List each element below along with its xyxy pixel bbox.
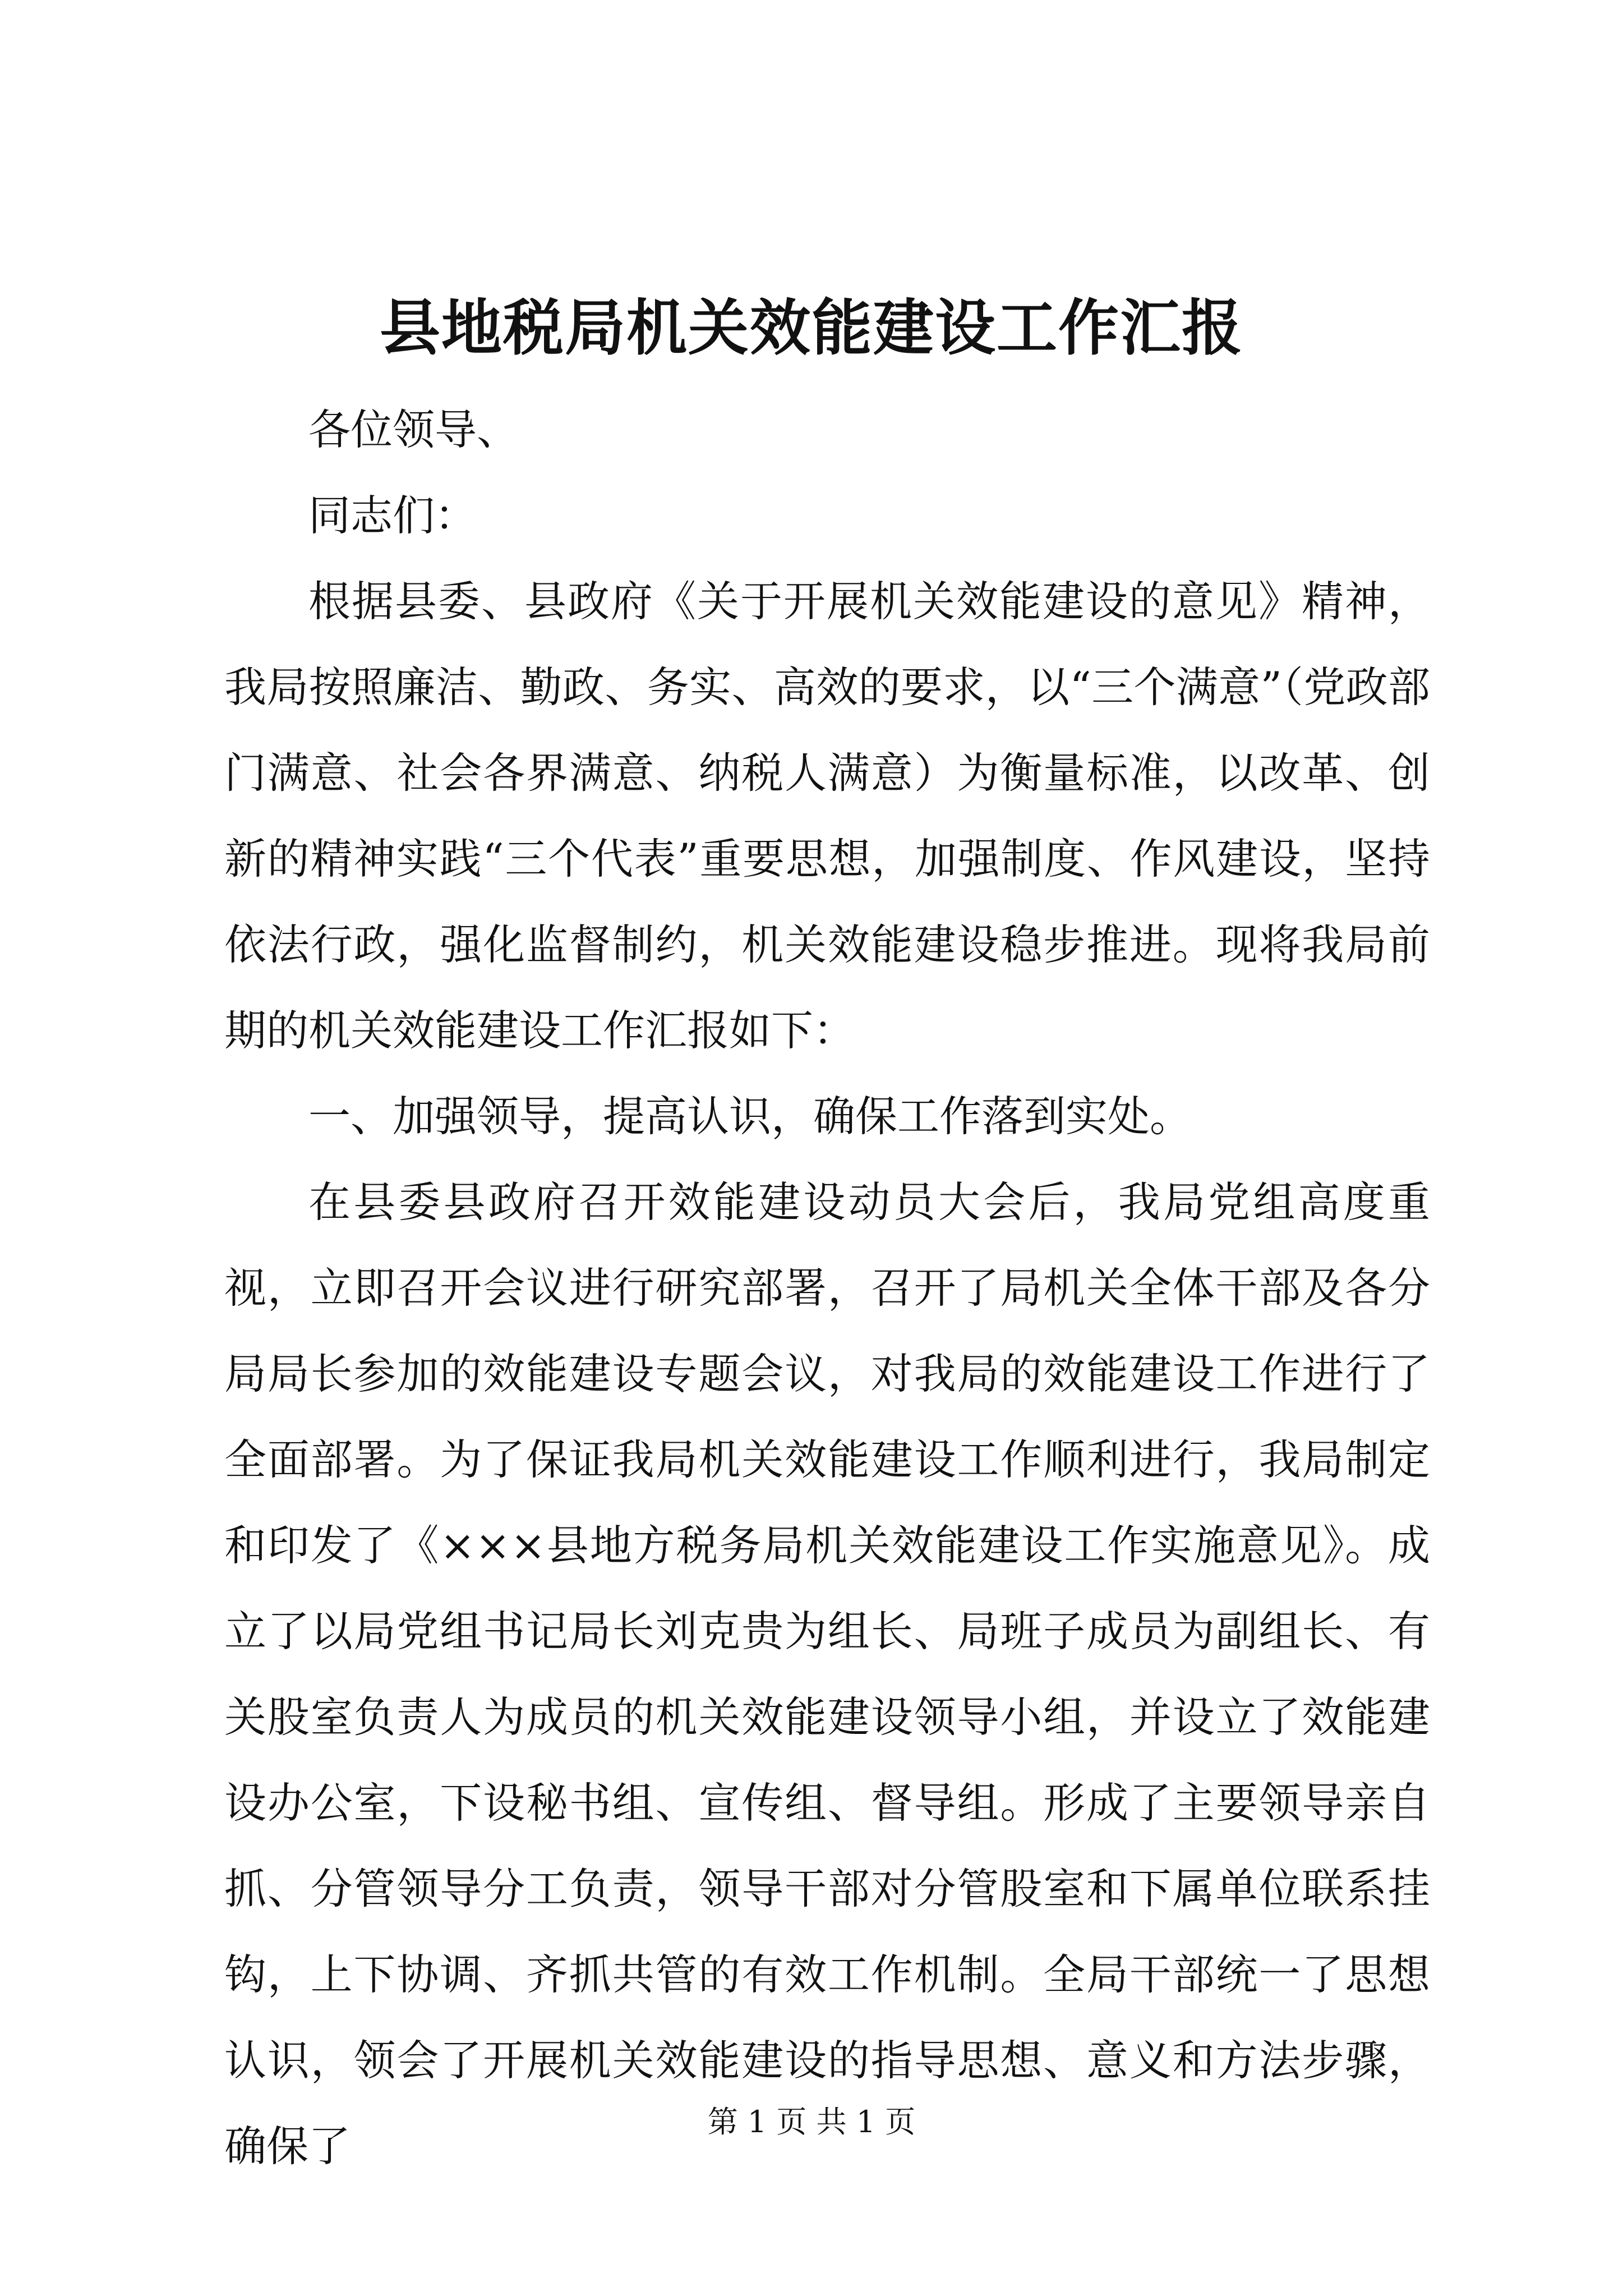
page-footer: 第 1 页 共 1 页 [707, 2104, 916, 2139]
document-title: 县地税局机关效能建设工作汇报 [379, 293, 1243, 364]
salutation-line-2: 同志们： [308, 491, 477, 540]
salutation-line-1: 各位领导、 [308, 405, 519, 454]
document-body [224, 387, 1430, 2189]
section-1-paragraph: 在县委县政府召开效能建设动员大会后，我局党组高度重视，立即召开会议进行研究部署，召开了局机关全体干部及各分局局长参加的效能建设专题会议，对我局的效能建设工作进行了全面部署。为了保证我局机关效能建设工作顺利进行，我局制定和印发了《×××县地方税务局机关效能建设工作实施意见》。成立了以局党组书记局长刘克贵为组长、局班子成员为副组长、有关股室负责人为成员的机关效能建设领导小组，并设立了效能建设办公室，下设秘书组、宣传组、督导组。形成了主要领导亲自抓、分管领导分工负责，领导干部对分管股室和下属单位联系挂钩，上下协调、齐抓共管的有效工作机制。全局干部统一了思想认识，领会了开展机关效能建设的指导思想、意义和方法步骤，确保了 [224, 1177, 1430, 2171]
section-heading-1: 一、加强领导，提高认识，确保工作落到实处。 [308, 1092, 1192, 1141]
intro-paragraph: 根据县委、县政府《关于开展机关效能建设的意见》精神，我局按照廉洁、勤政、务实、高效的要求，以“三个满意”（党政部门满意、社会各界满意、纳税人满意）为衡量标准，以改革、创新的精神实践“三个代表”重要思想，加强制度、作风建设，坚持依法行政，强化监督制约，机关效能建设稳步推进。现将我局前期的机关效能建设工作汇报如下： [224, 577, 1430, 1055]
